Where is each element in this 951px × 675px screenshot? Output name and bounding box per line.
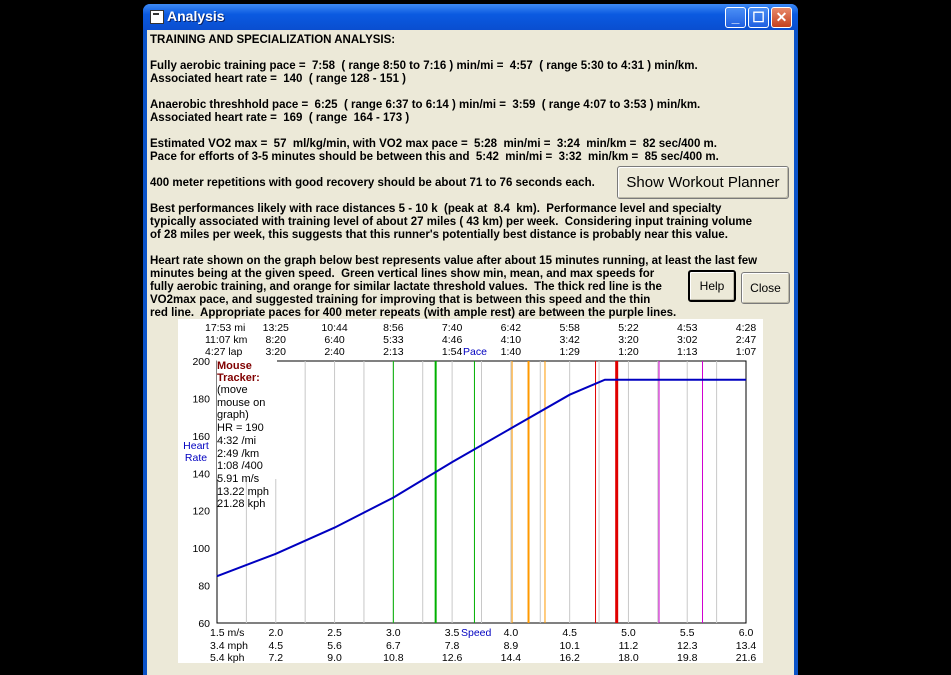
mouse-tracker-lines bbox=[217, 384, 277, 511]
help-button[interactable]: Help bbox=[688, 270, 736, 302]
bottom-row-value: 4.5 bbox=[562, 627, 577, 639]
bottom-row-value: 7.2 bbox=[268, 652, 284, 663]
close-window-button[interactable] bbox=[771, 7, 792, 28]
best-text-2: typically associated with training level of about 27 miles ( 43 km) per week. Considering input training volume bbox=[150, 216, 752, 228]
y-tick-label: 200 bbox=[192, 356, 210, 368]
bottom-row-value: 16.2 bbox=[559, 652, 580, 663]
hr-text-4: VO2max pace, and suggested training for improving that is between this speed and the thin bbox=[150, 294, 651, 306]
top-row-value: 1:54 bbox=[441, 346, 463, 358]
bottom-row-value: 2.0 bbox=[268, 627, 284, 639]
bottom-row-value: 7.8 bbox=[444, 640, 460, 652]
top-row-value: 8:20 bbox=[265, 334, 286, 346]
mouse-tracker-line: 21.28 kph bbox=[217, 498, 266, 511]
top-row-value: 1:40 bbox=[500, 346, 522, 358]
bottom-row-value: 19.8 bbox=[677, 652, 698, 663]
heart-rate-graph[interactable] bbox=[178, 319, 763, 663]
mouse-tracker-line: 5.91 m/s bbox=[217, 472, 260, 485]
top-row-value: 8:56 bbox=[383, 322, 404, 334]
top-row-value: 7:40 bbox=[441, 322, 463, 334]
y-tick-label: 80 bbox=[198, 580, 210, 593]
maximize-icon: ☐ bbox=[752, 9, 765, 25]
y-tick-label: 140 bbox=[192, 468, 210, 481]
bottom-row-value: 12.3 bbox=[677, 640, 698, 652]
mouse-tracker-line: 2:49 /km bbox=[217, 447, 260, 460]
top-row-label: 4:27 lap bbox=[205, 346, 243, 358]
bottom-row-value: 4.0 bbox=[503, 627, 519, 639]
top-row-value: 5:22 bbox=[618, 322, 639, 334]
bottom-row-value: 1.5 m/s bbox=[210, 627, 245, 639]
bottom-row-value: 10.8 bbox=[383, 652, 404, 663]
bottom-row-value: 12.6 bbox=[441, 652, 463, 663]
bottom-row-value: 3.4 mph bbox=[210, 640, 248, 652]
close-icon: ✕ bbox=[775, 9, 788, 25]
top-row-value: 2:47 bbox=[735, 334, 757, 346]
top-row-value: 4:53 bbox=[677, 322, 698, 334]
top-row-value: 13:25 bbox=[262, 322, 289, 334]
mouse-tracker-line: HR = 190 bbox=[217, 422, 264, 435]
top-row-value: 5:33 bbox=[383, 334, 404, 346]
bottom-row-value: 6.0 bbox=[738, 627, 754, 639]
bottom-row-value: 21.6 bbox=[735, 652, 757, 663]
top-row-value: 3:20 bbox=[265, 346, 286, 358]
threshold-hr-text: Associated heart rate = 169 ( range 164 - 173 ) bbox=[150, 112, 410, 124]
top-row-value: 3:42 bbox=[559, 334, 580, 346]
top-row-value: 5:58 bbox=[559, 322, 580, 334]
y-tick-label: 180 bbox=[192, 393, 210, 406]
top-row-value: 1:07 bbox=[735, 346, 757, 358]
mouse-tracker-line: 1:08 /400 bbox=[217, 460, 263, 473]
y-axis-label-1: Heart bbox=[183, 440, 209, 452]
hr-text-5: red line. Appropriate paces for 400 meter repeats (with ample rest) are between the purple lines. bbox=[150, 307, 677, 319]
bottom-row-value: 5.6 bbox=[327, 640, 342, 652]
mouse-tracker-line: 4:32 /mi bbox=[217, 434, 257, 447]
hr-text-2: minutes being at the given speed. Green vertical lines show min, mean, and max speeds for bbox=[150, 268, 655, 280]
efforts-text: Pace for efforts of 3-5 minutes should be between this and 5:42 min/mi = 3:32 min/km = 85 sec/400 m. bbox=[150, 151, 719, 163]
bottom-row-value: 10.1 bbox=[559, 640, 580, 652]
aerobic-hr-text: Associated heart rate = 140 ( range 128 - 151 ) bbox=[150, 73, 406, 85]
heading: TRAINING AND SPECIALIZATION ANALYSIS: bbox=[150, 34, 396, 46]
bottom-row-value: 5.0 bbox=[621, 627, 636, 639]
bottom-row-value: 11.2 bbox=[618, 640, 639, 652]
top-row-value: 1:13 bbox=[677, 346, 698, 358]
minimize-icon: _ bbox=[731, 9, 740, 25]
best-text-3: of 28 miles per week, this suggests that this runner's potentially best distance is probably near this value. bbox=[150, 229, 728, 241]
mouse-tracker-panel bbox=[217, 360, 277, 511]
close-button[interactable]: Close bbox=[741, 272, 790, 304]
workout-planner-button[interactable]: Show Workout Planner bbox=[617, 166, 789, 199]
vo2-text: Estimated VO2 max = 57 ml/kg/min, with VO2 max pace = 5:28 min/mi = 3:24 min/km = 82 sec/400 m. bbox=[150, 138, 717, 150]
top-row-value: 1:20 bbox=[618, 346, 639, 358]
reps400-text: 400 meter repetitions with good recovery should be about 71 to 76 seconds each. bbox=[150, 177, 595, 189]
y-tick-label: 100 bbox=[192, 543, 210, 556]
app-icon bbox=[150, 10, 164, 24]
threshold-pace-text: Anaerobic threshhold pace = 6:25 ( range 6:37 to 6:14 ) min/mi = 3:59 ( range 4:07 to 3:53 ) min/km. bbox=[150, 99, 701, 111]
top-row-label: 11:07 km bbox=[205, 334, 248, 346]
best-text-1: Best performances likely with race distances 5 - 10 k (peak at 8.4 km). Performance level and specialty bbox=[150, 203, 722, 215]
speed-axis-label: Speed bbox=[461, 627, 492, 639]
mouse-tracker-line: 13.22 mph bbox=[217, 485, 269, 498]
y-tick-label: 60 bbox=[198, 618, 210, 630]
bottom-row-value: 5.5 bbox=[679, 627, 695, 639]
bottom-row-value: 2.5 bbox=[327, 627, 342, 639]
top-row-value: 3:20 bbox=[618, 334, 639, 346]
window-title: Analysis bbox=[167, 8, 225, 24]
mouse-tracker-title: Mouse Tracker: bbox=[217, 360, 260, 384]
mouse-tracker-line: (move mouse on graph) bbox=[217, 384, 266, 422]
bottom-row-value: 4.5 bbox=[268, 640, 284, 652]
maximize-button[interactable] bbox=[748, 7, 769, 28]
top-row-value: 4:28 bbox=[735, 322, 757, 334]
top-row-value: 2:13 bbox=[383, 346, 404, 358]
bottom-row-value: 6.7 bbox=[386, 640, 401, 652]
bottom-row-value: 8.9 bbox=[503, 640, 519, 652]
y-axis-label-2: Rate bbox=[184, 452, 208, 464]
bottom-row-value: 5.4 kph bbox=[210, 652, 245, 663]
bottom-row-value: 14.4 bbox=[500, 652, 522, 663]
bottom-row-value: 13.4 bbox=[735, 640, 757, 652]
top-row-value: 2:40 bbox=[324, 346, 345, 358]
top-row-label: 17:53 mi bbox=[205, 322, 246, 334]
top-row-value: 4:10 bbox=[500, 334, 522, 346]
title-bar[interactable] bbox=[143, 4, 798, 30]
hr-text-1: Heart rate shown on the graph below best represents value after about 15 minutes running, at least the last few bbox=[150, 255, 758, 267]
top-row-value: 6:40 bbox=[324, 334, 345, 346]
minimize-button[interactable] bbox=[725, 7, 746, 28]
top-row-value: 3:02 bbox=[677, 334, 698, 346]
bottom-row-value: 3.5 bbox=[444, 627, 460, 639]
aerobic-pace-text: Fully aerobic training pace = 7:58 ( range 8:50 to 7:16 ) min/mi = 4:57 ( range 5:30 to 4:31 ) min/km. bbox=[150, 60, 698, 72]
top-row-value: 4:46 bbox=[441, 334, 463, 346]
pace-axis-label: Pace bbox=[463, 346, 487, 358]
top-row-value: 6:42 bbox=[500, 322, 522, 334]
bottom-row-value: 3.0 bbox=[386, 627, 401, 639]
top-row-value: 10:44 bbox=[321, 322, 348, 334]
bottom-row-value: 18.0 bbox=[618, 652, 639, 663]
top-row-value: 1:29 bbox=[559, 346, 580, 358]
y-tick-label: 160 bbox=[192, 430, 210, 443]
y-tick-label: 120 bbox=[192, 505, 210, 518]
hr-text-3: fully aerobic training, and orange for similar lactate threshold values. The thick red line is the bbox=[150, 281, 662, 293]
bottom-row-value: 9.0 bbox=[327, 652, 342, 663]
